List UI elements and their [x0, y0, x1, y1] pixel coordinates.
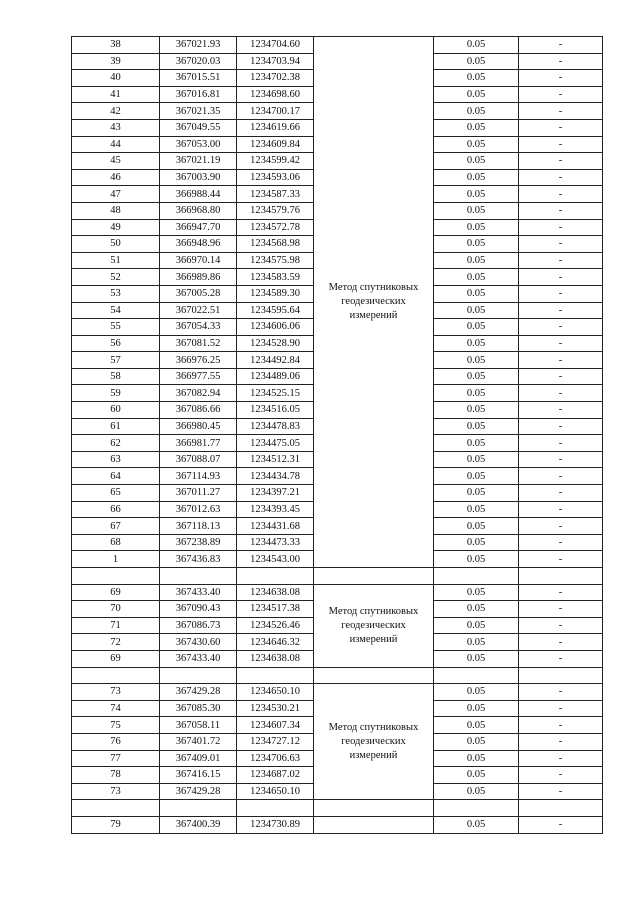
x-coordinate-cell: 367016.81: [160, 86, 237, 103]
point-number-cell: 46: [72, 169, 160, 186]
note-cell: -: [519, 103, 603, 120]
point-number-cell: 73: [72, 783, 160, 800]
empty-cell: [160, 667, 237, 684]
note-cell: -: [519, 302, 603, 319]
x-coordinate-cell: 367003.90: [160, 169, 237, 186]
point-number-cell: 69: [72, 650, 160, 667]
empty-cell: [519, 568, 603, 585]
method-cell: [314, 816, 434, 833]
point-number-cell: 79: [72, 816, 160, 833]
y-coordinate-cell: 1234638.08: [237, 650, 314, 667]
y-coordinate-cell: 1234646.32: [237, 634, 314, 651]
accuracy-cell: 0.05: [434, 86, 519, 103]
accuracy-cell: 0.05: [434, 136, 519, 153]
note-cell: -: [519, 119, 603, 136]
point-number-cell: 67: [72, 518, 160, 535]
accuracy-cell: 0.05: [434, 335, 519, 352]
y-coordinate-cell: 1234478.83: [237, 418, 314, 435]
y-coordinate-cell: 1234489.06: [237, 368, 314, 385]
empty-cell: [434, 568, 519, 585]
y-coordinate-cell: 1234575.98: [237, 252, 314, 269]
table-body: [72, 37, 603, 834]
x-coordinate-cell: 367022.51: [160, 302, 237, 319]
note-cell: -: [519, 335, 603, 352]
accuracy-cell: 0.05: [434, 119, 519, 136]
accuracy-cell: 0.05: [434, 485, 519, 502]
y-coordinate-cell: 1234397.21: [237, 485, 314, 502]
x-coordinate-cell: 367082.94: [160, 385, 237, 402]
note-cell: -: [519, 269, 603, 286]
x-coordinate-cell: 367429.28: [160, 783, 237, 800]
accuracy-cell: 0.05: [434, 601, 519, 618]
coordinates-table: [71, 36, 603, 834]
point-number-cell: 77: [72, 750, 160, 767]
note-cell: -: [519, 402, 603, 419]
accuracy-cell: 0.05: [434, 352, 519, 369]
y-coordinate-cell: 1234434.78: [237, 468, 314, 485]
x-coordinate-cell: 367086.66: [160, 402, 237, 419]
accuracy-cell: 0.05: [434, 153, 519, 170]
x-coordinate-cell: 367049.55: [160, 119, 237, 136]
note-cell: -: [519, 468, 603, 485]
x-coordinate-cell: 367090.43: [160, 601, 237, 618]
accuracy-cell: 0.05: [434, 584, 519, 601]
point-number-cell: 73: [72, 684, 160, 701]
x-coordinate-cell: 367114.93: [160, 468, 237, 485]
y-coordinate-cell: 1234698.60: [237, 86, 314, 103]
method-cell: Метод спутниковых геодезических измерений: [314, 584, 434, 667]
note-cell: -: [519, 319, 603, 336]
x-coordinate-cell: 367436.83: [160, 551, 237, 568]
point-number-cell: 65: [72, 485, 160, 502]
note-cell: -: [519, 169, 603, 186]
empty-cell: [314, 667, 434, 684]
empty-cell: [434, 667, 519, 684]
accuracy-cell: 0.05: [434, 650, 519, 667]
note-cell: -: [519, 186, 603, 203]
point-number-cell: 47: [72, 186, 160, 203]
accuracy-cell: 0.05: [434, 219, 519, 236]
y-coordinate-cell: 1234431.68: [237, 518, 314, 535]
y-coordinate-cell: 1234475.05: [237, 435, 314, 452]
accuracy-cell: 0.05: [434, 53, 519, 70]
y-coordinate-cell: 1234512.31: [237, 451, 314, 468]
point-number-cell: 61: [72, 418, 160, 435]
point-number-cell: 70: [72, 601, 160, 618]
note-cell: -: [519, 717, 603, 734]
point-number-cell: 71: [72, 617, 160, 634]
point-number-cell: 58: [72, 368, 160, 385]
y-coordinate-cell: 1234579.76: [237, 202, 314, 219]
empty-cell: [160, 568, 237, 585]
accuracy-cell: 0.05: [434, 319, 519, 336]
table-row: [72, 37, 603, 54]
table-row: [72, 816, 603, 833]
x-coordinate-cell: 367429.28: [160, 684, 237, 701]
point-number-cell: 41: [72, 86, 160, 103]
accuracy-cell: 0.05: [434, 767, 519, 784]
x-coordinate-cell: 366989.86: [160, 269, 237, 286]
x-coordinate-cell: 366981.77: [160, 435, 237, 452]
point-number-cell: 76: [72, 733, 160, 750]
accuracy-cell: 0.05: [434, 37, 519, 54]
point-number-cell: 1: [72, 551, 160, 568]
y-coordinate-cell: 1234706.63: [237, 750, 314, 767]
note-cell: -: [519, 501, 603, 518]
point-number-cell: 56: [72, 335, 160, 352]
method-cell: Метод спутниковых геодезических измерений: [314, 37, 434, 568]
y-coordinate-cell: 1234702.38: [237, 70, 314, 87]
y-coordinate-cell: 1234607.34: [237, 717, 314, 734]
accuracy-cell: 0.05: [434, 733, 519, 750]
note-cell: -: [519, 219, 603, 236]
y-coordinate-cell: 1234593.06: [237, 169, 314, 186]
accuracy-cell: 0.05: [434, 634, 519, 651]
note-cell: -: [519, 136, 603, 153]
x-coordinate-cell: 367053.00: [160, 136, 237, 153]
y-coordinate-cell: 1234619.66: [237, 119, 314, 136]
x-coordinate-cell: 366947.70: [160, 219, 237, 236]
y-coordinate-cell: 1234526.46: [237, 617, 314, 634]
x-coordinate-cell: 367433.40: [160, 650, 237, 667]
empty-cell: [72, 667, 160, 684]
x-coordinate-cell: 367021.19: [160, 153, 237, 170]
y-coordinate-cell: 1234568.98: [237, 236, 314, 253]
note-cell: -: [519, 485, 603, 502]
point-number-cell: 39: [72, 53, 160, 70]
y-coordinate-cell: 1234650.10: [237, 684, 314, 701]
empty-cell: [237, 800, 314, 817]
accuracy-cell: 0.05: [434, 302, 519, 319]
point-number-cell: 64: [72, 468, 160, 485]
point-number-cell: 51: [72, 252, 160, 269]
accuracy-cell: 0.05: [434, 750, 519, 767]
note-cell: -: [519, 733, 603, 750]
note-cell: -: [519, 368, 603, 385]
x-coordinate-cell: 367400.39: [160, 816, 237, 833]
x-coordinate-cell: 367054.33: [160, 319, 237, 336]
accuracy-cell: 0.05: [434, 186, 519, 203]
note-cell: -: [519, 783, 603, 800]
y-coordinate-cell: 1234517.38: [237, 601, 314, 618]
accuracy-cell: 0.05: [434, 202, 519, 219]
empty-cell: [237, 667, 314, 684]
x-coordinate-cell: 366980.45: [160, 418, 237, 435]
y-coordinate-cell: 1234595.64: [237, 302, 314, 319]
accuracy-cell: 0.05: [434, 103, 519, 120]
note-cell: -: [519, 551, 603, 568]
point-number-cell: 52: [72, 269, 160, 286]
y-coordinate-cell: 1234530.21: [237, 700, 314, 717]
point-number-cell: 60: [72, 402, 160, 419]
empty-cell: [314, 568, 434, 585]
empty-cell: [314, 800, 434, 817]
point-number-cell: 55: [72, 319, 160, 336]
separator-row: [72, 800, 603, 817]
note-cell: -: [519, 236, 603, 253]
note-cell: -: [519, 202, 603, 219]
accuracy-cell: 0.05: [434, 435, 519, 452]
y-coordinate-cell: 1234609.84: [237, 136, 314, 153]
x-coordinate-cell: 367085.30: [160, 700, 237, 717]
point-number-cell: 69: [72, 584, 160, 601]
y-coordinate-cell: 1234583.59: [237, 269, 314, 286]
accuracy-cell: 0.05: [434, 700, 519, 717]
note-cell: -: [519, 285, 603, 302]
x-coordinate-cell: 367433.40: [160, 584, 237, 601]
accuracy-cell: 0.05: [434, 783, 519, 800]
empty-cell: [160, 800, 237, 817]
accuracy-cell: 0.05: [434, 70, 519, 87]
point-number-cell: 57: [72, 352, 160, 369]
x-coordinate-cell: 367416.15: [160, 767, 237, 784]
note-cell: -: [519, 352, 603, 369]
accuracy-cell: 0.05: [434, 717, 519, 734]
note-cell: -: [519, 385, 603, 402]
point-number-cell: 45: [72, 153, 160, 170]
empty-cell: [519, 667, 603, 684]
x-coordinate-cell: 367118.13: [160, 518, 237, 535]
point-number-cell: 48: [72, 202, 160, 219]
accuracy-cell: 0.05: [434, 534, 519, 551]
accuracy-cell: 0.05: [434, 418, 519, 435]
point-number-cell: 66: [72, 501, 160, 518]
separator-row: [72, 568, 603, 585]
note-cell: -: [519, 534, 603, 551]
note-cell: -: [519, 816, 603, 833]
method-cell: Метод спутниковых геодезических измерений: [314, 684, 434, 800]
point-number-cell: 49: [72, 219, 160, 236]
x-coordinate-cell: 366948.96: [160, 236, 237, 253]
point-number-cell: 63: [72, 451, 160, 468]
x-coordinate-cell: 367088.07: [160, 451, 237, 468]
x-coordinate-cell: 366988.44: [160, 186, 237, 203]
x-coordinate-cell: 367011.27: [160, 485, 237, 502]
accuracy-cell: 0.05: [434, 684, 519, 701]
accuracy-cell: 0.05: [434, 236, 519, 253]
x-coordinate-cell: 366968.80: [160, 202, 237, 219]
accuracy-cell: 0.05: [434, 551, 519, 568]
y-coordinate-cell: 1234730.89: [237, 816, 314, 833]
empty-cell: [237, 568, 314, 585]
separator-row: [72, 667, 603, 684]
point-number-cell: 62: [72, 435, 160, 452]
x-coordinate-cell: 367401.72: [160, 733, 237, 750]
x-coordinate-cell: 367020.03: [160, 53, 237, 70]
note-cell: -: [519, 700, 603, 717]
point-number-cell: 74: [72, 700, 160, 717]
x-coordinate-cell: 367086.73: [160, 617, 237, 634]
x-coordinate-cell: 367012.63: [160, 501, 237, 518]
note-cell: -: [519, 451, 603, 468]
y-coordinate-cell: 1234587.33: [237, 186, 314, 203]
point-number-cell: 59: [72, 385, 160, 402]
note-cell: -: [519, 601, 603, 618]
accuracy-cell: 0.05: [434, 518, 519, 535]
y-coordinate-cell: 1234727.12: [237, 733, 314, 750]
point-number-cell: 75: [72, 717, 160, 734]
y-coordinate-cell: 1234638.08: [237, 584, 314, 601]
accuracy-cell: 0.05: [434, 252, 519, 269]
note-cell: -: [519, 518, 603, 535]
y-coordinate-cell: 1234650.10: [237, 783, 314, 800]
x-coordinate-cell: 366977.55: [160, 368, 237, 385]
y-coordinate-cell: 1234703.94: [237, 53, 314, 70]
accuracy-cell: 0.05: [434, 617, 519, 634]
point-number-cell: 68: [72, 534, 160, 551]
x-coordinate-cell: 367021.93: [160, 37, 237, 54]
y-coordinate-cell: 1234704.60: [237, 37, 314, 54]
x-coordinate-cell: 367058.11: [160, 717, 237, 734]
x-coordinate-cell: 367409.01: [160, 750, 237, 767]
note-cell: -: [519, 684, 603, 701]
accuracy-cell: 0.05: [434, 468, 519, 485]
x-coordinate-cell: 367021.35: [160, 103, 237, 120]
point-number-cell: 38: [72, 37, 160, 54]
y-coordinate-cell: 1234528.90: [237, 335, 314, 352]
y-coordinate-cell: 1234525.15: [237, 385, 314, 402]
y-coordinate-cell: 1234606.06: [237, 319, 314, 336]
x-coordinate-cell: 366976.25: [160, 352, 237, 369]
y-coordinate-cell: 1234572.78: [237, 219, 314, 236]
empty-cell: [72, 568, 160, 585]
accuracy-cell: 0.05: [434, 269, 519, 286]
note-cell: -: [519, 37, 603, 54]
point-number-cell: 50: [72, 236, 160, 253]
accuracy-cell: 0.05: [434, 385, 519, 402]
accuracy-cell: 0.05: [434, 402, 519, 419]
y-coordinate-cell: 1234589.30: [237, 285, 314, 302]
empty-cell: [519, 800, 603, 817]
accuracy-cell: 0.05: [434, 368, 519, 385]
x-coordinate-cell: 367081.52: [160, 335, 237, 352]
accuracy-cell: 0.05: [434, 451, 519, 468]
table-row: [72, 684, 603, 701]
y-coordinate-cell: 1234687.02: [237, 767, 314, 784]
x-coordinate-cell: 367005.28: [160, 285, 237, 302]
note-cell: -: [519, 584, 603, 601]
note-cell: -: [519, 252, 603, 269]
point-number-cell: 42: [72, 103, 160, 120]
accuracy-cell: 0.05: [434, 501, 519, 518]
table-row: [72, 584, 603, 601]
point-number-cell: 43: [72, 119, 160, 136]
note-cell: -: [519, 70, 603, 87]
y-coordinate-cell: 1234700.17: [237, 103, 314, 120]
x-coordinate-cell: 367430.60: [160, 634, 237, 651]
note-cell: -: [519, 650, 603, 667]
note-cell: -: [519, 617, 603, 634]
empty-cell: [434, 800, 519, 817]
note-cell: -: [519, 750, 603, 767]
point-number-cell: 53: [72, 285, 160, 302]
accuracy-cell: 0.05: [434, 285, 519, 302]
x-coordinate-cell: 367015.51: [160, 70, 237, 87]
note-cell: -: [519, 86, 603, 103]
accuracy-cell: 0.05: [434, 816, 519, 833]
note-cell: -: [519, 435, 603, 452]
x-coordinate-cell: 366970.14: [160, 252, 237, 269]
point-number-cell: 44: [72, 136, 160, 153]
point-number-cell: 72: [72, 634, 160, 651]
note-cell: -: [519, 634, 603, 651]
y-coordinate-cell: 1234393.45: [237, 501, 314, 518]
y-coordinate-cell: 1234516.05: [237, 402, 314, 419]
note-cell: -: [519, 767, 603, 784]
note-cell: -: [519, 153, 603, 170]
y-coordinate-cell: 1234492.84: [237, 352, 314, 369]
y-coordinate-cell: 1234473.33: [237, 534, 314, 551]
point-number-cell: 40: [72, 70, 160, 87]
x-coordinate-cell: 367238.89: [160, 534, 237, 551]
y-coordinate-cell: 1234543.00: [237, 551, 314, 568]
y-coordinate-cell: 1234599.42: [237, 153, 314, 170]
note-cell: -: [519, 418, 603, 435]
empty-cell: [72, 800, 160, 817]
note-cell: -: [519, 53, 603, 70]
point-number-cell: 54: [72, 302, 160, 319]
accuracy-cell: 0.05: [434, 169, 519, 186]
point-number-cell: 78: [72, 767, 160, 784]
